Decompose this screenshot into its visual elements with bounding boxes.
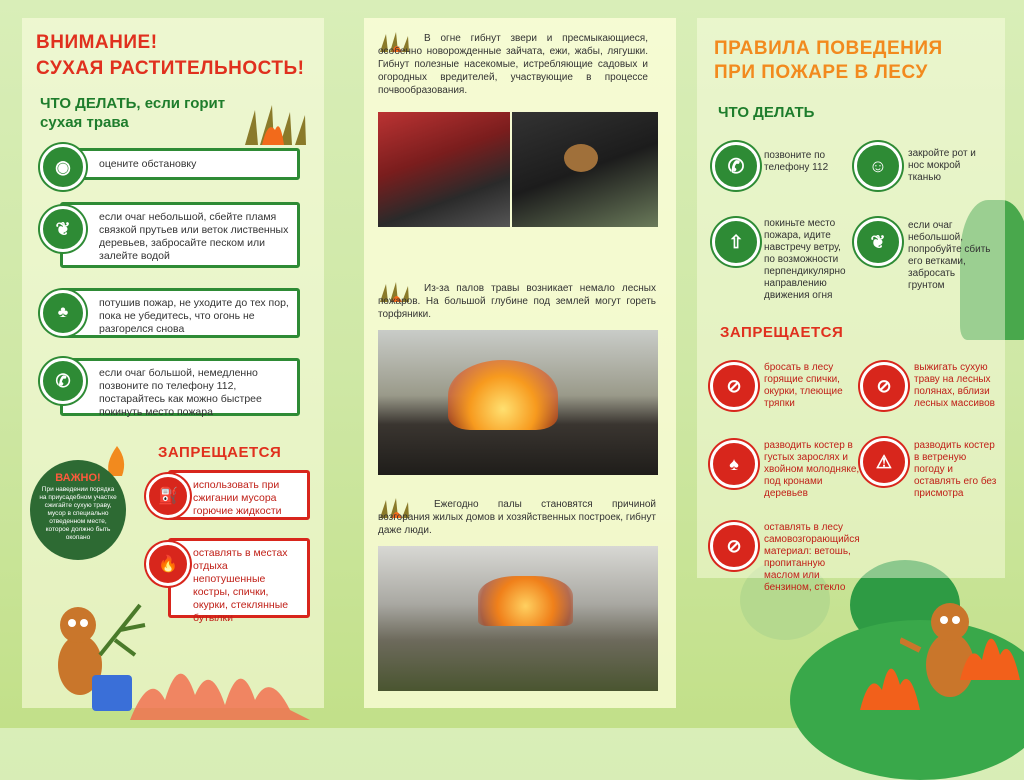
step-box-3 xyxy=(60,288,300,338)
forbidden-box-2 xyxy=(168,538,310,624)
paragraph-forest-fires: Из-за палов травы возникает немало лесных пожаров. На большой глубине под землей могут гореть торфяники. xyxy=(378,283,656,320)
flames-bottom-left xyxy=(130,630,310,720)
photo-burning-house xyxy=(378,546,658,691)
forbidden-text-1: использовать при сжигании мусора горючие жидкости xyxy=(193,479,282,517)
bottle-icon: ⊘ xyxy=(710,522,758,570)
paragraph-houses: Ежегодно палы становятся причиной возгорания жилых домов и хозяйственных построек, гибнут даже люди. xyxy=(378,499,656,536)
step-text-3: потушив пожар, не уходите до тех пор, пока не убедитесь, что огонь не разгорелся снова xyxy=(99,297,289,335)
step-text-1: оцените обстановку xyxy=(99,157,197,170)
do-text-small-fire: если очаг небольшой, попробуйте сбить его ветками, забросать грунтом xyxy=(908,220,991,291)
rules-title-line2: ПРИ ПОЖАРЕ В ЛЕСУ xyxy=(714,62,928,83)
burning-grass-icon xyxy=(240,100,310,145)
warning-title-line2: СУХАЯ РАСТИТЕЛЬНОСТЬ! xyxy=(36,58,305,79)
tree-fire-icon: ♠ xyxy=(710,440,758,488)
do-text-leave: покиньте место пожара, идите навстречу ветру, по возможности перпендикулярно направлению движения огня xyxy=(764,218,846,301)
hedgehog-shape xyxy=(564,144,598,172)
important-text: При наведении порядка на приусадебном участке сжигайте сухую траву, мусор в специально отведенном месте, которое должно быть окопано xyxy=(39,486,117,541)
branch-icon: ❦ xyxy=(40,206,86,252)
do-text-mask: закройте рот и нос мокрой тканью xyxy=(908,148,976,183)
important-badge xyxy=(30,460,126,560)
canister-icon: ⛽ xyxy=(146,474,190,518)
forest-fire-flames-right xyxy=(860,640,920,710)
photo-grass-fire xyxy=(378,330,658,475)
phone-icon: ✆ xyxy=(40,358,86,404)
forest-fire-flames-right xyxy=(960,600,1020,680)
do-text-call: позвоните по телефону 112 xyxy=(764,150,829,173)
fire-flames xyxy=(448,360,558,430)
paragraph-animals: В огне гибнут звери и пресмыкающиеся, особенно новорожденные зайчата, ежи, жабы, лягушки. Гибнут полезные насекомые, истребляющие садовых и огородных вредителей, участвующие в процессе почвообразования. xyxy=(378,33,648,96)
step-box-2 xyxy=(60,202,300,268)
extinguish-icon: ♣ xyxy=(40,290,86,336)
mask-icon: ◉ xyxy=(40,144,86,190)
step-text-4: если очаг большой, немедленно позвоните по телефону 112, постарайтесь как можно быстрее покинуть место пожара xyxy=(99,367,262,418)
right-forbidden-title: ЗАПРЕЩАЕТСЯ xyxy=(720,324,844,341)
match-icon: 🔥 xyxy=(146,542,190,586)
step-box-4 xyxy=(60,358,300,416)
forbidden-text-matches: бросать в лесу горящие спички, окурки, тлеющие тряпки xyxy=(764,362,843,409)
forbidden-text-materials: оставлять в лесу самовозгорающийся материал: ветошь, пропитанную маслом или бензином, стекло xyxy=(764,522,860,593)
step-text-2: если очаг небольшой, сбейте пламя связкой прутьев или веток лиственных деревьев, забросайте песком или залейте водой xyxy=(99,211,289,262)
no-matches-icon: ⊘ xyxy=(710,362,758,410)
photo-hedgehog xyxy=(512,112,658,227)
phone-icon: ✆ xyxy=(712,142,760,190)
important-title: ВАЖНО! xyxy=(55,472,101,484)
step-box-1 xyxy=(60,148,300,180)
forbidden-text-2: оставлять в местах отдыха непотушенные костры, спички, окурки, стеклянные бутылки xyxy=(193,547,289,624)
forbidden-text-bonfire-trees: разводить костер в густых зарослях и хвойном молодняке, под кронами деревьев xyxy=(764,440,860,499)
forbidden-text-grass: выжигать сухую траву на лесных полянах, вблизи лесных массивов xyxy=(914,362,995,409)
forbidden-text-windy: разводить костер в ветреную погоду и оставлять его без присмотра xyxy=(914,440,997,499)
unattended-fire-icon: ⚠ xyxy=(860,438,908,486)
what-to-do-title xyxy=(40,94,240,132)
no-grass-burning-icon: ⊘ xyxy=(860,362,908,410)
what-to-do-caps: ЧТО ДЕЛАТЬ, xyxy=(40,95,141,112)
house-fire xyxy=(478,576,573,626)
left-forbidden-title: ЗАПРЕЩАЕТСЯ xyxy=(158,444,282,461)
right-what-to-do-title: ЧТО ДЕЛАТЬ xyxy=(718,104,815,121)
exit-person-icon: ⇧ xyxy=(712,218,760,266)
branch-icon: ❦ xyxy=(854,218,902,266)
warning-title-line1: ВНИМАНИЕ! xyxy=(36,32,158,53)
what-to-do-rest: если горит xyxy=(144,95,226,112)
what-to-do-line2: сухая трава xyxy=(40,114,129,131)
photo-firefighter xyxy=(378,112,510,227)
face-mask-icon: ☺ xyxy=(854,142,902,190)
rules-title-line1: ПРАВИЛА ПОВЕДЕНИЯ xyxy=(714,38,943,59)
